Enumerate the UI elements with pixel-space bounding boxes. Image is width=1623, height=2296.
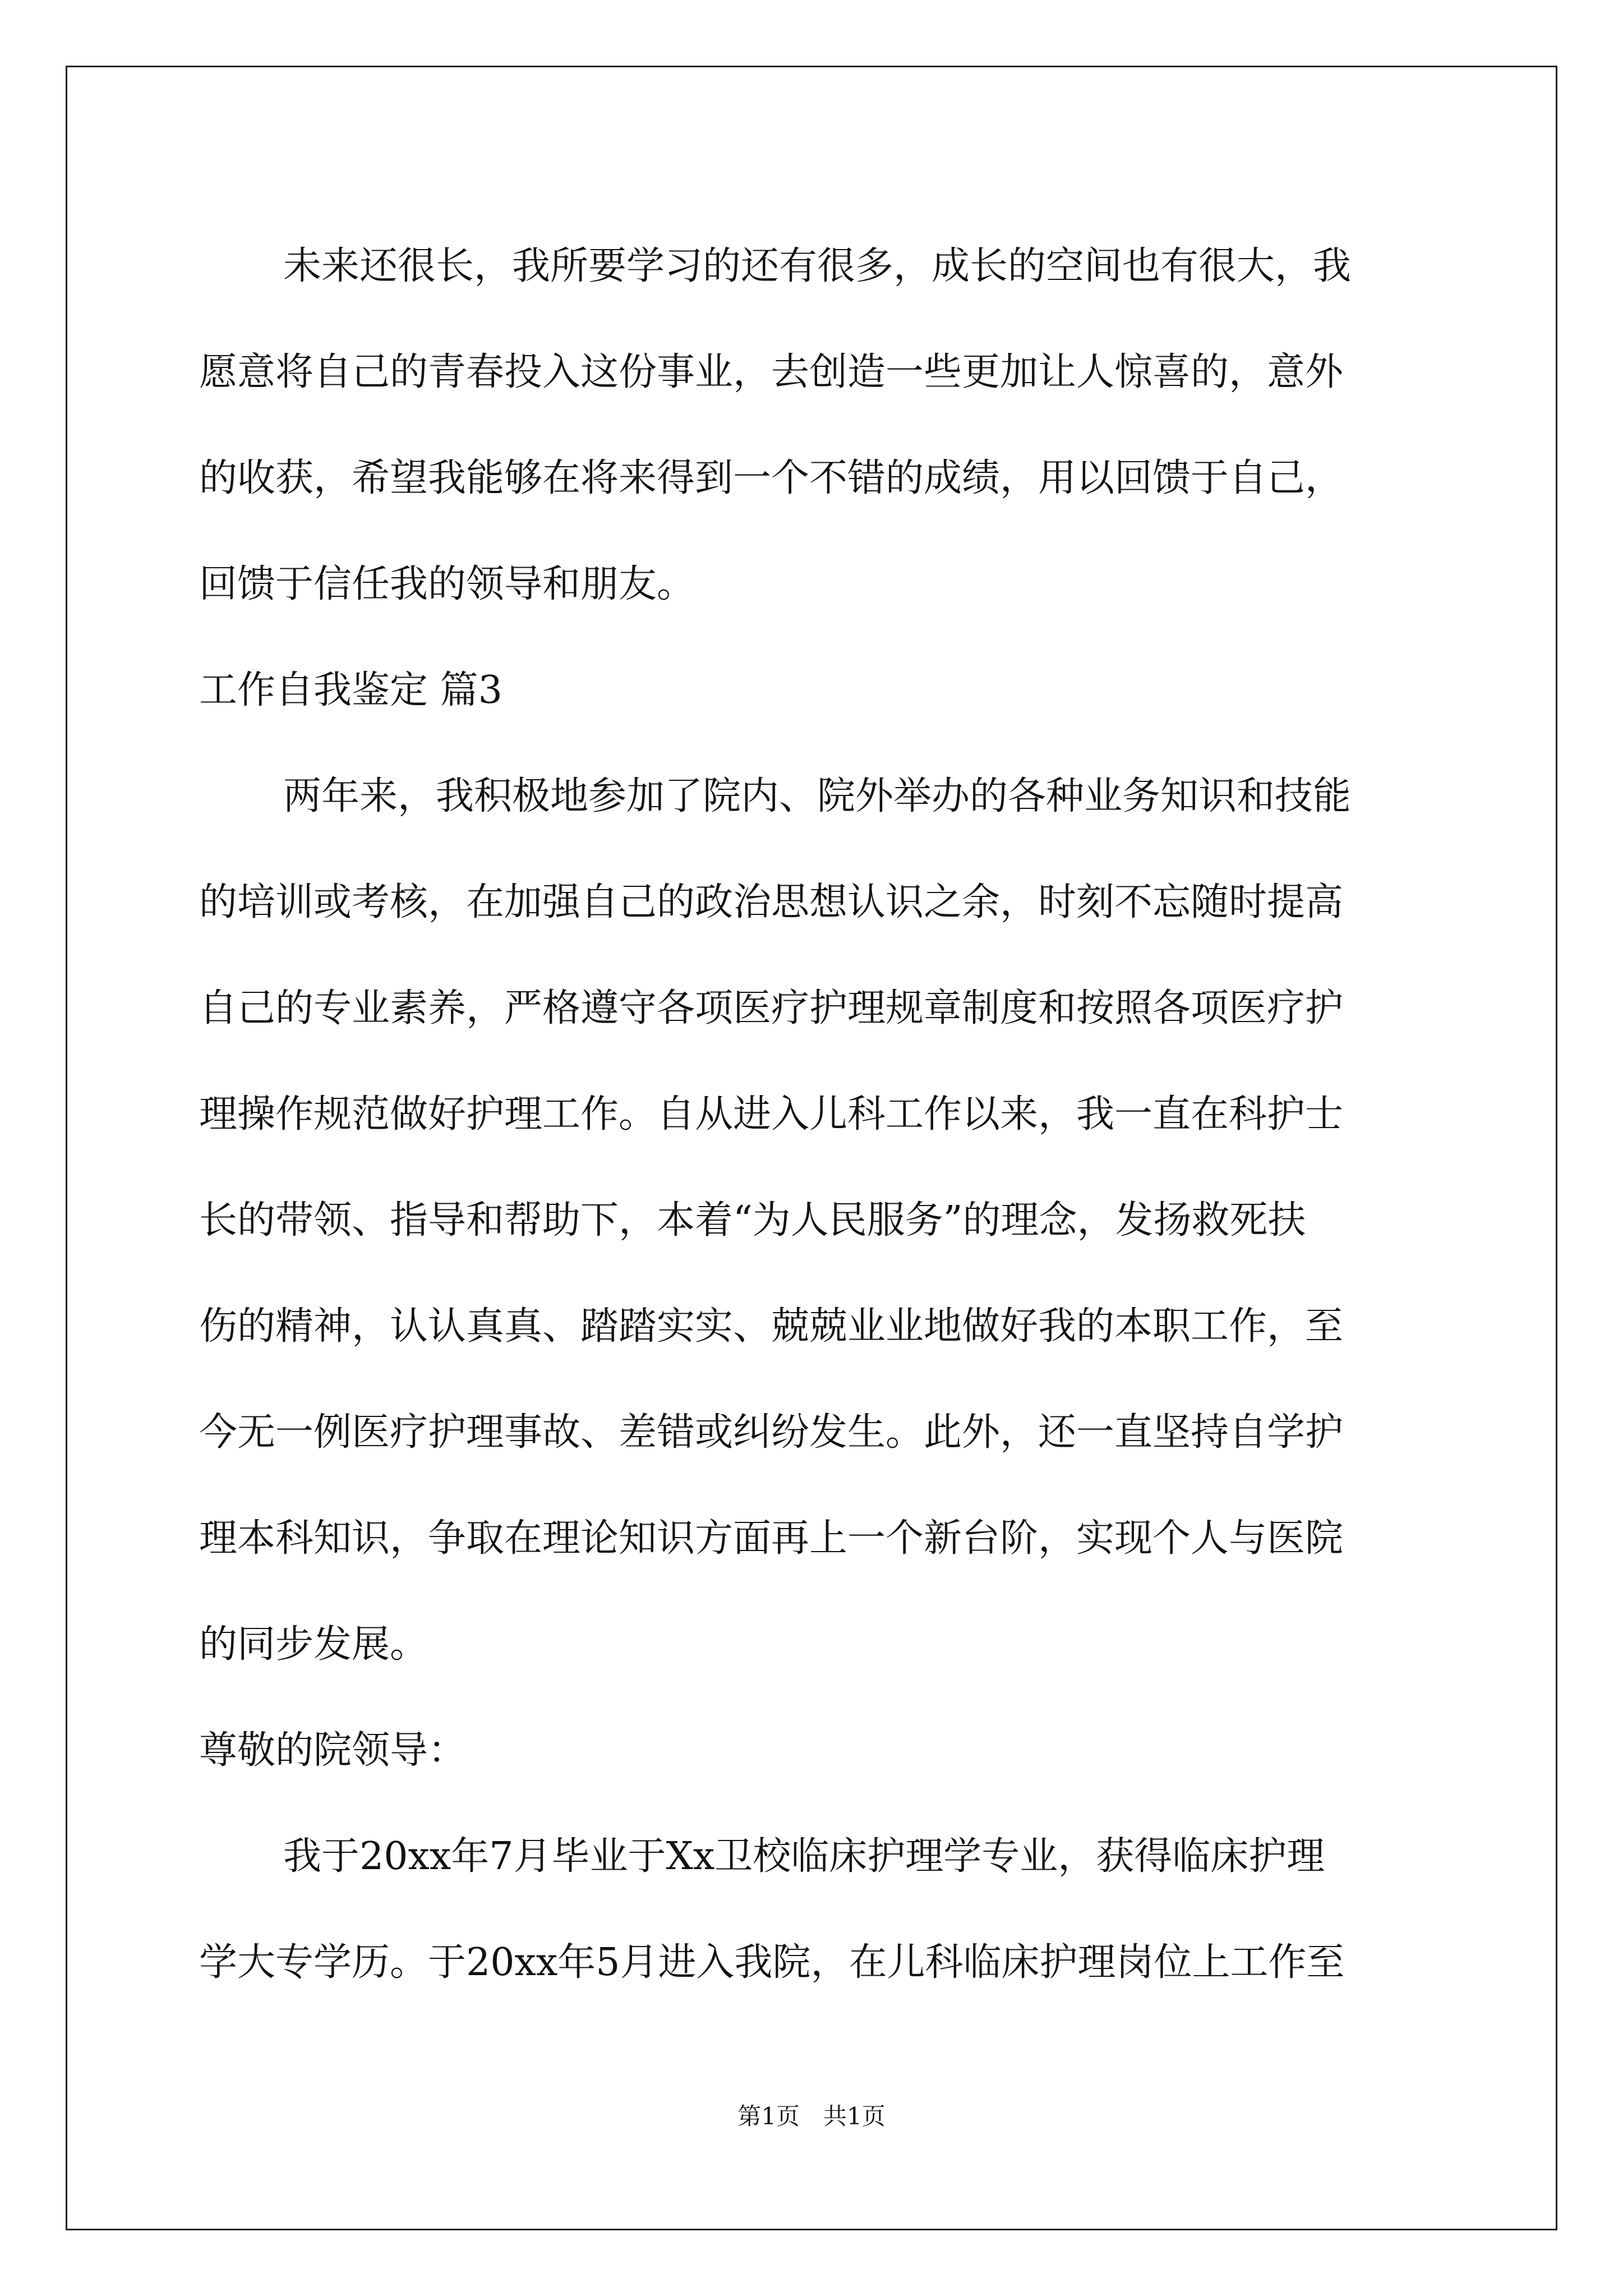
text-line: 伤的精神，认认真真、踏踏实实、兢兢业业地做好我的本职工作，至 (199, 1304, 1344, 1349)
text-line: 理本科知识，争取在理论知识方面再上一个新台阶，实现个人与医院 (199, 1516, 1344, 1561)
text-line: 自己的专业素养，严格遵守各项医疗护理规章制度和按照各项医疗护 (199, 986, 1344, 1030)
salutation: 尊敬的院领导： (199, 1728, 467, 1773)
text-line: 学大专学历。于20xx年5月进入我院，在儿科临床护理岗位上工作至 (199, 1940, 1345, 1985)
text-line: 理操作规范做好护理工作。自从进入儿科工作以来，我一直在科护士 (199, 1092, 1344, 1137)
text-line: 我于20xx年7月毕业于Xx卫校临床护理学专业，获得临床护理 (283, 1834, 1325, 1879)
text-line: 的培训或考核，在加强自己的政治思想认识之余，时刻不忘随时提高 (199, 880, 1344, 924)
text-line: 愿意将自己的青春投入这份事业，去创造一些更加让人惊喜的，意外 (199, 350, 1344, 394)
text-line: 长的带领、指导和帮助下，本着“为人民服务”的理念，发扬救死扶 (199, 1198, 1306, 1243)
text-line: 两年来，我积极地参加了院内、院外举办的各种业务知识和技能 (283, 774, 1352, 818)
text-line: 回馈于信任我的领导和朋友。 (199, 562, 695, 606)
section-heading: 工作自我鉴定 篇3 (199, 668, 502, 712)
text-line: 的同步发展。 (199, 1622, 428, 1667)
text-line: 今无一例医疗护理事故、差错或纠纷发生。此外，还一直坚持自学护 (199, 1410, 1344, 1455)
text-line: 未来还很长，我所要学习的还有很多，成长的空间也有很大，我 (283, 244, 1352, 288)
page-footer: 第1页 共1页 (737, 2102, 886, 2130)
text-line: 的收获，希望我能够在将来得到一个不错的成绩，用以回馈于自己， (199, 456, 1344, 500)
document-body (199, 213, 1433, 2016)
